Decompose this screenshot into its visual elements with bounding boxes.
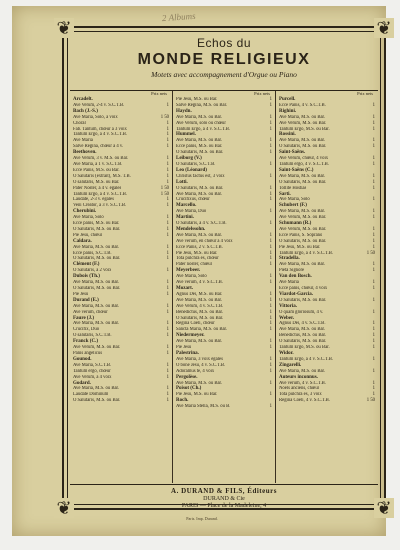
entry-price: 1 [269, 280, 272, 286]
price-header: Prix nets [254, 91, 270, 96]
composer-name: Widor. [279, 350, 294, 356]
composer-name: Zingarelli. [279, 362, 302, 368]
entry-title: Ave Verum, M.S. ou Bar. [73, 345, 121, 351]
entry-title: Panis angelicus [73, 350, 103, 356]
entry-title: Benedictus, M.S. ou Bar. [176, 309, 224, 315]
entry-price: 1 [269, 114, 272, 120]
entry-title: Ave Maria, Solo [73, 215, 104, 221]
entry-price: 1 [269, 362, 272, 368]
entry-price: 1 [166, 221, 169, 227]
composer-name: Schumann (R.) [279, 221, 312, 227]
composer-name: Poisot (Ch.) [176, 386, 202, 392]
entry-price: 1 [166, 291, 169, 297]
entry-title: Ave Maria, M.S. ou Bar. [176, 297, 223, 303]
entry-title: Ave Maria, M.S. ou Bar. [73, 280, 120, 286]
entry-title: Ave Maria, à 1 v. S.C.T.B. [73, 161, 123, 167]
entry-price: 1 [166, 333, 169, 339]
composer-name: Beethoven. [73, 150, 97, 156]
entry-title: Ave Maria, Duo [176, 209, 207, 215]
entry-price: 1 [166, 120, 169, 126]
entry-title: Agnus Dei, 4 v. S.C.T.B. [279, 321, 326, 327]
entry-title: Ave Maria, M.S. ou Bar. [279, 138, 326, 144]
composer-name: Auteurs inconnus. [279, 374, 318, 380]
entry-title: Ave Maria [279, 280, 299, 286]
composer-name: Clément (F.) [73, 262, 100, 268]
catalog-entry [279, 398, 375, 404]
composer-name: Pergolèse. [176, 374, 198, 380]
entry-price: 1 [269, 309, 272, 315]
entry-title: Pie Jesu, M.S. ou Bar. [176, 97, 218, 102]
composer-name: Weber. [279, 315, 294, 321]
composer-name: Meyerbeer. [176, 268, 201, 274]
entry-price: 1 [166, 232, 169, 238]
entry-title: Tantum ergo, chœur [73, 368, 111, 374]
entry-price: 1 [372, 392, 375, 398]
composer-name: Viardot-Garcia. [279, 291, 314, 297]
entry-title: O Salutaris, M.S. ou Bar. [279, 179, 327, 185]
entry-title: O Salutaris, M.S. ou Bar. [279, 144, 327, 150]
entry-price: 1 [372, 386, 375, 392]
entry-title: O Salutaris, S.C.T.B. [176, 161, 216, 167]
entry-title: Pater noster, chœur [176, 262, 213, 268]
entry-title: Ave Maria, Solo [176, 274, 207, 280]
entry-title: Pie Jesu [73, 291, 89, 297]
entry-title: Regina Coeli, 4 v. S.C.T.B. [279, 398, 330, 404]
entry-title: Ave verum, chœur [73, 309, 108, 315]
entry-price: 1 [166, 250, 169, 256]
entry-title: Sancta Maria, M.S. ou Bar. [176, 327, 228, 333]
entry-price: 1 [166, 156, 169, 162]
entry-price: 1 [269, 191, 272, 197]
entry-price: 1 [372, 144, 375, 150]
entry-price: 1 [166, 345, 169, 351]
entry-title: Ave Verum, à 4 voix [73, 374, 112, 380]
corner-ornament-icon: ❦ [374, 498, 394, 518]
entry-price: 1 [372, 268, 375, 274]
entry-price: 1 [372, 179, 375, 185]
entry-price: 1 [372, 126, 375, 132]
entry-price: 1 [269, 392, 272, 398]
entry-price: 1 [269, 173, 272, 179]
entry-price: 1 [372, 226, 375, 232]
composer-name: Godard. [73, 380, 91, 386]
composer-name: Dubois (Th.) [73, 274, 100, 280]
composer-name: Leo (Léonard) [176, 167, 207, 173]
entry-price: 1 [269, 297, 272, 303]
entry-price: 1 [372, 238, 375, 244]
entry-price: 1 [166, 374, 169, 380]
entry-price: 1 [269, 321, 272, 327]
entry-title: Ave verum, 4 v. S.C.T.B. [279, 380, 326, 386]
composer-name: Sarti. [279, 191, 291, 197]
entry-title: Ave Maria, M.S. ou Bar. [73, 386, 120, 392]
entry-price: 1 [166, 126, 169, 132]
entry-price: 1 [372, 102, 375, 108]
entry-title: Ave Maria, M.S. ou Bar. [279, 173, 326, 179]
entry-title: Pie Jesu, M.S. ou Bar. [176, 250, 218, 256]
entry-title: Ave Verum, M.S. ou Bar. [279, 215, 327, 221]
entry-title: Tantum ergo, 4 v. S.C.T.B. [279, 161, 329, 167]
printer-stamp: Paris. Imp. Durand. [186, 516, 218, 521]
entry-title: Regina Coeli, chœur [176, 321, 215, 327]
composer-name: Hummel. [176, 132, 196, 138]
entry-price: 1 [166, 173, 169, 179]
entry-title: Pater Noster, à 4 v. égales [73, 185, 122, 191]
corner-ornament-icon: ❦ [54, 498, 74, 518]
entry-price: 1 [372, 244, 375, 250]
entry-price: 1 [372, 327, 375, 333]
entry-price: 1 [269, 368, 272, 374]
composer-name: Bach (J.-S.) [73, 108, 98, 114]
entry-title: Ave Maria, S.C.T.B. [73, 362, 112, 368]
entry-title: Ave Maria, M.S. ou Bar. [176, 380, 223, 386]
catalog-entry [176, 404, 272, 410]
entry-title: Tantum Ergo, à 4 v. S.C.T.B. [279, 356, 334, 362]
entry-price: 1 [166, 398, 169, 404]
entry-title: Veni Creator, à 3 v. S.C.T.B. [73, 203, 127, 209]
entry-title: Ave Verum, solo ou chœur [176, 120, 226, 126]
catalog-columns [70, 90, 378, 483]
entry-price: 1 [166, 256, 169, 262]
ornamental-frame [56, 18, 392, 518]
entry-price: 1 [269, 102, 272, 108]
entry-title: Ave Maria, 3 voix égales [176, 356, 223, 362]
entry-price: 1 [269, 250, 272, 256]
entry-price: 1 [372, 339, 375, 345]
catalog-entry [73, 398, 169, 404]
entry-title: Ave Verum, M.S. ou Bar. [279, 120, 327, 126]
entry-title: O Salutaris, M.S. ou Bar. [279, 297, 327, 303]
entry-title: O Salutaris, M.S. ou Bar. [73, 256, 121, 262]
entry-title: Pie Jesu, chœur [73, 232, 103, 238]
entry-title: Choral [73, 120, 86, 126]
entry-price: 1 [372, 368, 375, 374]
publisher-footer [70, 484, 378, 509]
entry-title: O Salutaris (extrait), M.S. T.B. [73, 173, 131, 179]
entry-price: 1 [372, 156, 375, 162]
composer-name: Righini. [279, 108, 297, 114]
entry-title: Tantum Ergo, à 4 v. S.C.T.B. [176, 126, 231, 132]
publisher-address: PARIS — Place de la Madeleine, 4 [181, 503, 267, 509]
entry-price: 1 [372, 321, 375, 327]
entry-price: 1 [372, 380, 375, 386]
entry-price: 1 [269, 244, 272, 250]
composer-name: Stradella. [279, 256, 300, 262]
corner-ornament-icon: ❦ [54, 18, 74, 38]
composer-name: Gounod. [73, 356, 92, 362]
entry-price: 1 [166, 167, 169, 173]
entry-price: 1 [269, 221, 272, 227]
entry-price: 1 [269, 197, 272, 203]
entry-price: 1 [166, 350, 169, 356]
entry-price: 1 [372, 197, 375, 203]
entry-title: Ave Maria, M.S. ou Bar. [73, 244, 120, 250]
entry-title: Ave Verum, chœur, 4 voix [279, 156, 329, 162]
entry-price: 1 [166, 327, 169, 333]
entry-title: Ave Maria Stella, M.S. ou B. [176, 404, 231, 410]
entry-title: Christus factus est, 3 voix [176, 173, 225, 179]
entry-title: Pie Jesu, M.S. ou Bar. [176, 392, 218, 398]
entry-title: Crucifix, Duo [73, 327, 100, 333]
entry-title: O Salutaris, M.S. ou Bar. [176, 185, 224, 191]
composer-name: Palestrina. [176, 350, 199, 356]
entry-title: Ave Maria, Solo [279, 197, 310, 203]
entry-title: Ave Maria, M.S. ou Bar. [73, 321, 120, 327]
entry-title: Agnus Dei, M.S. ou Bar. [176, 291, 223, 297]
entry-price: 1 [166, 386, 169, 392]
entry-price: 1 [269, 144, 272, 150]
entry-price: 1 [269, 380, 272, 386]
price-header: Prix nets [151, 91, 167, 96]
entry-price: 1 [269, 232, 272, 238]
entry-title: Ave Verum, 3 v. M.S. ou Bar. [73, 156, 129, 162]
entry-price: 1 [166, 392, 169, 398]
entry-title: Noëls anciens, chœur [279, 386, 320, 392]
entry-price: 1 [269, 339, 272, 345]
entry-price: 1 [372, 215, 375, 221]
entry-title: Ave Maria, M.S. ou Bar. [176, 339, 223, 345]
entry-title: O bone Jesu, 4 v. S.C.T.B. [176, 362, 226, 368]
entry-title: Ave Verum, 2-4 v. S.C.T.B. [73, 102, 125, 108]
composer-name: Marcello. [176, 203, 197, 209]
entry-title: Benedictus, M.S. ou Bar. [279, 333, 327, 339]
publisher-firm: DURAND & Cie [203, 496, 245, 502]
entry-price: 1 [166, 138, 169, 144]
entry-title: Ave Maria, M.S. ou Bar. [279, 114, 326, 120]
entry-price: 1 [269, 345, 272, 351]
entry-title: Ecce Panis, 4 v. S.C.T.B. [279, 102, 326, 108]
entry-price: 1 [269, 97, 272, 102]
entry-price: 1 [372, 173, 375, 179]
entry-title: O Salutaris, M.S. ou Bar. [176, 315, 224, 321]
entry-title: Pietà Signore [279, 268, 305, 274]
entry-price: 1 [269, 291, 272, 297]
pencil-note: 2 Albums [161, 10, 196, 24]
entry-title: Pie Jesu [176, 345, 192, 351]
entry-title: Ave Maria, M.S. ou Bar. [176, 191, 223, 197]
entry-price: 1 [269, 315, 272, 321]
title-line-1: Echos du [196, 36, 252, 50]
entry-title: Tantum Ergo, à 4 v. S.C.T.B. [73, 132, 128, 138]
entry-title: Ecce panis, S.C.T.B. [73, 250, 112, 256]
entry-price: 1 [166, 197, 169, 203]
entry-price: 1 [269, 126, 272, 132]
entry-title: Salve Regina, M.S. ou Bar. [176, 102, 228, 108]
entry-title: Tota pulchra es, chœur [176, 256, 219, 262]
entry-price: 1 [372, 209, 375, 215]
entry-price: 1 [166, 268, 169, 274]
composer-name: Lotti. [176, 179, 188, 185]
entry-price: 1 [166, 321, 169, 327]
entry-title: Ave Maria, Solo, à voix [73, 114, 118, 120]
composer-name: Purcell. [279, 97, 296, 102]
entry-title: Ave Maria, M.S. ou Bar. [176, 138, 223, 144]
entry-title: O Salutaris, M.S. ou Bar. [73, 286, 121, 291]
entry-price: 1 [269, 120, 272, 126]
entry-title: Laudate, 2-3 v. égales [73, 197, 114, 203]
entry-price: 1 [166, 102, 169, 108]
entry-price: 1 [372, 161, 375, 167]
entry-title: Ave Maria, M.S. ou Bar. [176, 114, 223, 120]
entry-title: Ecce Panis, S. Soprano [279, 232, 323, 238]
entry-title: Tantum Ergo, à 4 v. S.C.T.B. [73, 191, 128, 197]
entry-title: Ave verum, 4 v. S.C.T.B. [176, 280, 223, 286]
entry-price: 1 [372, 262, 375, 268]
entry-title: O Salutaris, M.S. ou Bar. [73, 226, 121, 232]
entry-title: Ecce panis, M.S. ou Bar. [73, 221, 120, 227]
composer-name: Saint-Saëns. [279, 150, 306, 156]
entry-price: 1 50 [160, 114, 169, 120]
catalog-column-1 [70, 91, 173, 483]
price-header: Prix nets [357, 91, 373, 96]
composer-name: Saint-Saëns (C.) [279, 167, 314, 173]
entry-title: Laudate Dominum [73, 392, 109, 398]
composer-name: Martini. [176, 215, 194, 221]
entry-price: 1 [269, 262, 272, 268]
entry-price: 1 [166, 226, 169, 232]
entry-title: Tantum Ergo, M.S. ou Bar. [279, 345, 330, 351]
entry-title: Ecce Panis, M.S. ou Bar. [73, 167, 120, 173]
entry-title: Ave Verum, M.S. ou Bar. [279, 226, 327, 232]
entry-title: Adoramus te, 4 voix [176, 368, 215, 374]
entry-price: 1 [166, 144, 169, 150]
entry-price: 1 [372, 138, 375, 144]
entry-title: O Salutaris, M.S. ou Bar. [73, 398, 121, 404]
entry-price: 1 [269, 404, 272, 410]
entry-price: 1 [269, 161, 272, 167]
entry-title: Tota pulchra es, 3 voix [279, 392, 322, 398]
title-main: MONDE RELIGIEUX [137, 51, 311, 68]
entry-price: 1 [269, 185, 272, 191]
entry-title: Ave verum, en chœur à 4 voix [176, 238, 233, 244]
entry-title: Pie Jesu, M.S. ou Bar. [279, 244, 321, 250]
sheet-music-cover [12, 6, 392, 536]
entry-price: 1 [269, 209, 272, 215]
entry-price: 1 [269, 274, 272, 280]
entry-price: 1 [372, 309, 375, 315]
entry-price: 1 [166, 362, 169, 368]
composer-name: Franck (C.) [73, 339, 98, 345]
composer-name: Van den Bosch. [279, 274, 312, 280]
entry-price: 1 [269, 238, 272, 244]
entry-price: 1 [372, 333, 375, 339]
entry-price: 1 [372, 286, 375, 291]
entry-price: 1 [166, 280, 169, 286]
composer-name: Faure (J.) [73, 315, 95, 321]
entry-price: 1 50 [160, 191, 169, 197]
composer-name: Schubert (F.) [279, 203, 307, 209]
entry-price: 1 [372, 356, 375, 362]
entry-price: 1 50 [366, 398, 375, 404]
composer-name: Vittoria. [279, 303, 298, 309]
entry-price: 1 [372, 120, 375, 126]
entry-title: Tantum Ergo, à 4 v. S.C.T.B. [279, 250, 334, 256]
title-block [64, 36, 384, 79]
entry-price: 1 [372, 185, 375, 191]
entry-price: 1 [372, 232, 375, 238]
entry-title: Ave Verum, 4 v. S.C.T.B. [176, 303, 224, 309]
entry-price: 1 [166, 309, 169, 315]
entry-price: 1 [166, 286, 169, 291]
entry-title: O Salutaris, M.S. ou Bar. [176, 150, 224, 156]
entry-title: Salve Regina, chœur à 4 v. [73, 144, 124, 150]
entry-title: Fab. Tantum, chœur à 3 voix [73, 126, 127, 132]
composer-name: Haydn. [176, 108, 192, 114]
corner-ornament-icon: ❦ [374, 18, 394, 38]
entry-title: Ecce panis, M.S. ou Bar. [176, 144, 223, 150]
entry-price: 1 [372, 297, 375, 303]
title-subtitle: Motets avec accompagnement d'Orgue ou Piano [151, 70, 297, 79]
composer-name: Cherubini. [73, 209, 97, 215]
catalog-column-3 [276, 91, 378, 483]
entry-title: Ave Maria, M.S. ou Bar. [73, 303, 120, 309]
entry-title: O Salutaris, M.S. ou Bar. [279, 339, 327, 345]
entry-title: Ave Maria, M.S. ou Bar. [279, 368, 326, 374]
entry-title: O Salutaris, à 2 voix [73, 268, 112, 274]
publisher-name: A. DURAND & FILS, Éditeurs [171, 487, 277, 495]
entry-price: 1 [166, 161, 169, 167]
composer-name: Mendelssohn. [176, 226, 206, 232]
entry-price: 1 50 [160, 185, 169, 191]
entry-price: 1 [269, 303, 272, 309]
composer-name: Rossini. [279, 132, 296, 138]
composer-name: Mozart. [176, 286, 194, 291]
composer-name: Roch. [176, 398, 189, 404]
entry-price: 1 [269, 327, 272, 333]
entry-title: Tantum Ergo, M.S. ou Bar. [279, 126, 330, 132]
entry-price: 1 [269, 150, 272, 156]
entry-title: O Salutaris, à 4 v. S.C.T.B. [176, 221, 227, 227]
entry-title: Ave Maria [73, 138, 93, 144]
composer-name: Niedermeyer. [176, 333, 205, 339]
catalog-column-2 [173, 91, 276, 483]
entry-title: Ave Maria, M.S. ou Bar. [279, 262, 326, 268]
entry-title: O salutaris, S.C.T.B. [73, 333, 112, 339]
entry-title: O quam gloriosum, 4 v. [279, 309, 324, 315]
entry-title: Ave Maria, M.S. ou Bar. [176, 232, 223, 238]
entry-price: 1 [166, 179, 169, 185]
entry-price: 1 [372, 345, 375, 351]
entry-price: 1 [166, 132, 169, 138]
entry-title: Crucifixus, chœur [176, 197, 210, 203]
composer-name: Leiborg (V.) [176, 156, 202, 162]
entry-price: 1 [269, 356, 272, 362]
composer-name: Caldara. [73, 238, 92, 244]
entry-price: 1 [166, 244, 169, 250]
composer-name: Arcadelt. [73, 97, 93, 102]
entry-price: 1 [166, 303, 169, 309]
entry-title: O Salutaris, M.S. ou Bar. [279, 238, 327, 244]
entry-price: 1 [269, 256, 272, 262]
entry-price: 1 [372, 280, 375, 286]
entry-title: Tollite Hostias [279, 185, 307, 191]
entry-title: Ecce panis, chœur, 4 voix [279, 286, 328, 291]
entry-price: 1 [166, 203, 169, 209]
entry-price: 1 [166, 215, 169, 221]
entry-price: 1 [372, 114, 375, 120]
entry-price: 1 [269, 138, 272, 144]
entry-title: Ave Maria, M.S. ou Bar. [279, 209, 326, 215]
composer-name: Durand (E.) [73, 297, 99, 303]
entry-price: 1 50 [366, 250, 375, 256]
entry-price: 1 [166, 368, 169, 374]
entry-title: O salutaris, M.S. ou Bar. [73, 179, 120, 185]
entry-title: Ave Maria, M.S. ou Bar. [279, 327, 326, 333]
entry-title: Ecce Panis, 2 v. S.C.T.B. [176, 244, 223, 250]
